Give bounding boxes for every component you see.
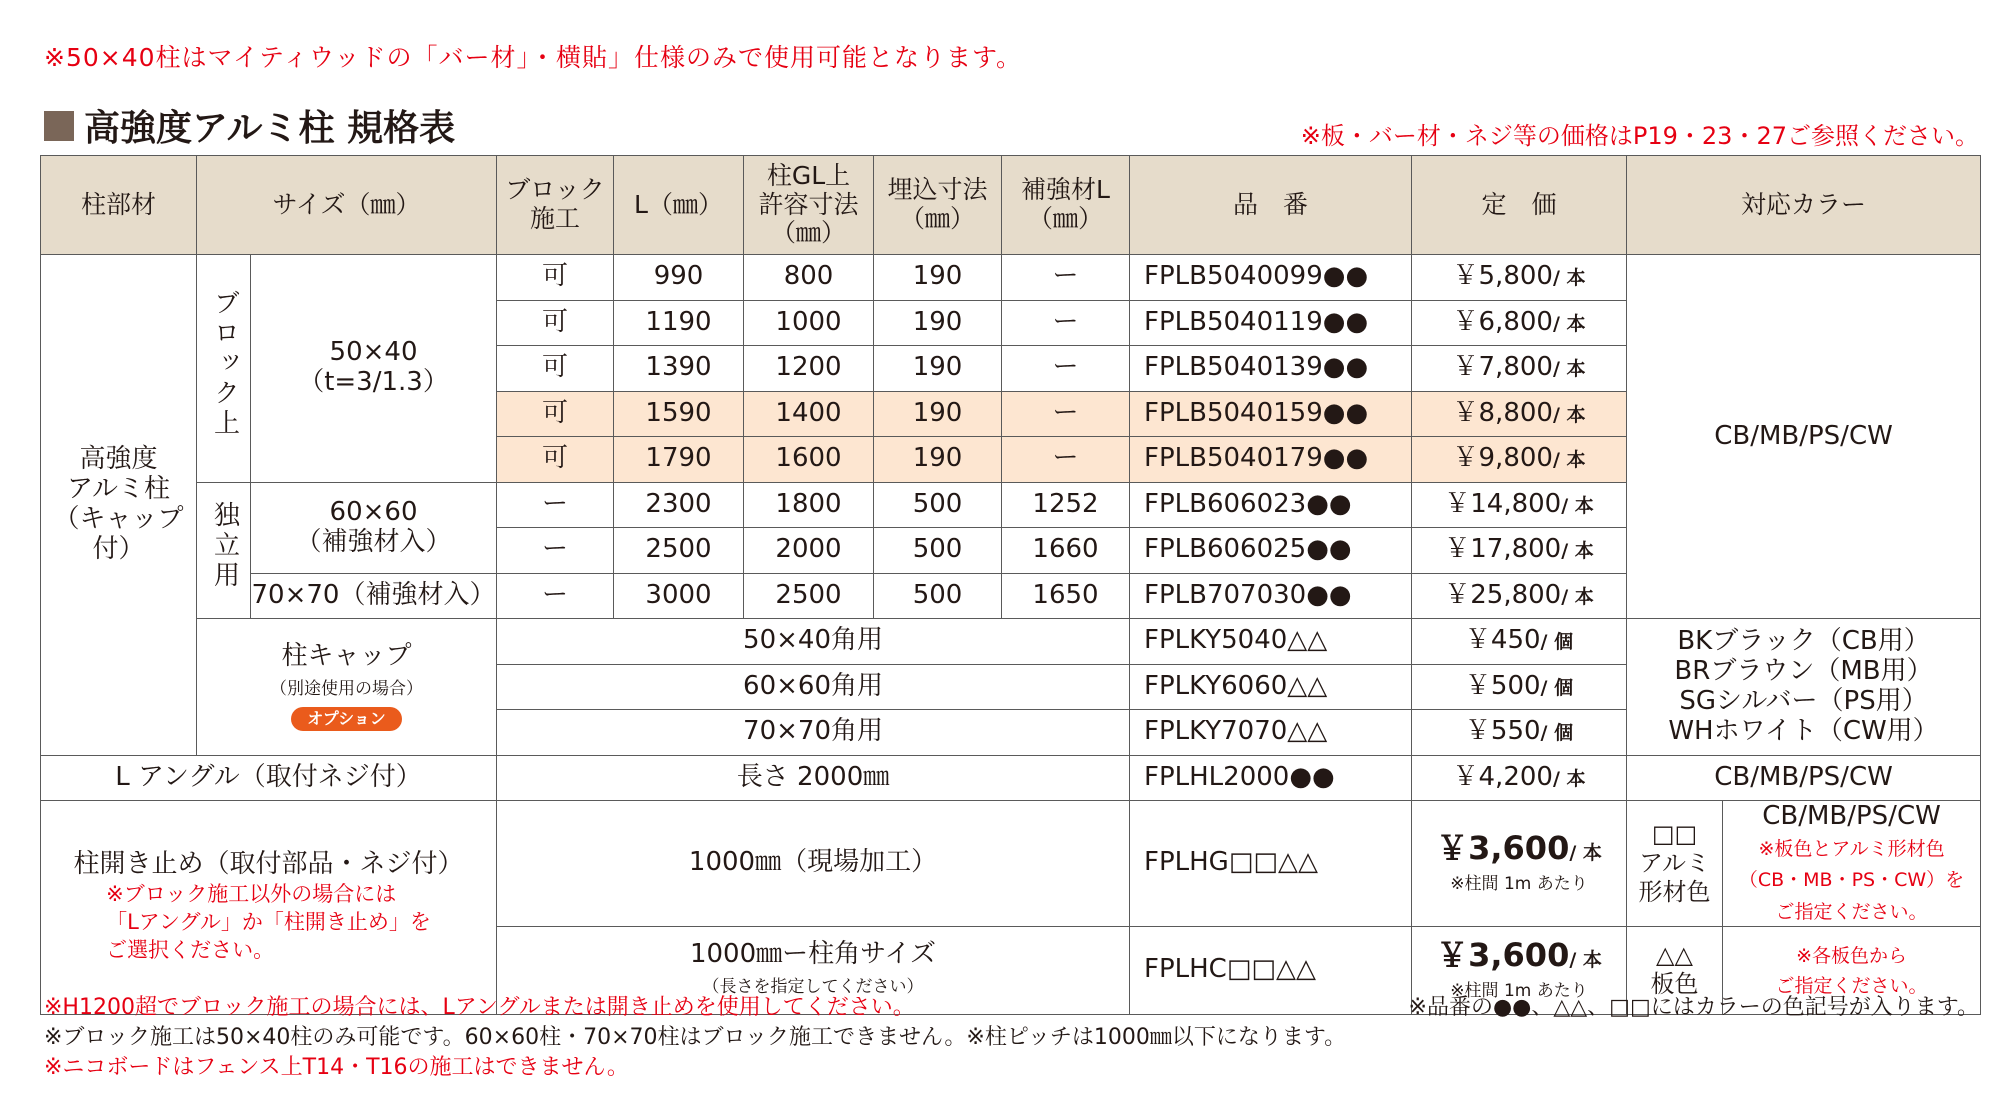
cell-gl: 1800	[744, 482, 874, 528]
header-row	[41, 156, 1981, 255]
angle-label: L アングル（取付ネジ付）	[41, 755, 497, 801]
cell-reinforce: ー	[1002, 391, 1130, 437]
cell-embed: 190	[874, 391, 1002, 437]
footer-note-2: ※ブロック施工は50×40柱のみ可能です。60×60柱・70×70柱はブロック施工できません。※柱ピッチは1000㎜以下になります。	[44, 1025, 1347, 1050]
stopper-price-cell: ￥3,600/ 本 ※柱間 1m あたり	[1412, 926, 1627, 1014]
header-color: 対応カラー	[1627, 156, 1981, 255]
cap-price: ￥450/ 個	[1412, 619, 1627, 665]
cap-size: 60×60角用	[497, 664, 1130, 710]
cell-price: ￥6,800/ 本	[1412, 300, 1627, 346]
cell-reinforce: ー	[1002, 300, 1130, 346]
cell-length: 1390	[614, 346, 744, 392]
stopper-size: 1000㎜ー柱角サイズ （長さを指定してください）	[497, 926, 1130, 1014]
cell-price: ￥25,800/ 本	[1412, 573, 1627, 619]
size-6060: 60×60 （補強材入）	[251, 482, 497, 573]
angle-price: ￥4,200/ 本	[1412, 755, 1627, 801]
cell-part-number: FPLB5040159●●	[1130, 391, 1412, 437]
cell-price: ￥14,800/ 本	[1412, 482, 1627, 528]
cell-block: 可	[497, 346, 614, 392]
cell-part-number: FPLB5040139●●	[1130, 346, 1412, 392]
header-gl: 柱GL上 許容寸法 （㎜）	[744, 156, 874, 255]
header-price: 定 価	[1412, 156, 1627, 255]
cell-part-number: FPLB707030●●	[1130, 573, 1412, 619]
cell-gl: 1600	[744, 437, 874, 483]
cell-part-number: FPLB5040119●●	[1130, 300, 1412, 346]
panel-color-info: ※各板色から ご指定ください。	[1723, 926, 1981, 1014]
cell-block: 可	[497, 391, 614, 437]
cell-part-number: FPLB606023●●	[1130, 482, 1412, 528]
cell-length: 1190	[614, 300, 744, 346]
cell-part-number: FPLB5040179●●	[1130, 437, 1412, 483]
stopper-label: 柱開き止め（取付部品・ネジ付） ※ブロック施工以外の場合には 「Lアングル」か「柱開き止め」を ご選択ください。	[41, 801, 497, 1015]
cell-gl: 1200	[744, 346, 874, 392]
cap-part-number: FPLKY6060△△	[1130, 664, 1412, 710]
cell-length: 2500	[614, 528, 744, 574]
option-badge: オプション	[291, 707, 402, 731]
symbol-panel-color: △△ 板色	[1627, 926, 1723, 1014]
cell-gl: 2000	[744, 528, 874, 574]
title-square-icon	[44, 111, 74, 141]
cell-price: ￥8,800/ 本	[1412, 391, 1627, 437]
stopper-part-number: FPLHC□□△△	[1130, 926, 1412, 1014]
cap-price: ￥550/ 個	[1412, 710, 1627, 756]
cap-size: 70×70角用	[497, 710, 1130, 756]
cap-price: ￥500/ 個	[1412, 664, 1627, 710]
header-length: L（㎜）	[614, 156, 744, 255]
cell-reinforce: ー	[1002, 346, 1130, 392]
reference-note: ※板・バー材・ネジ等の価格はP19・23・27ご参照ください。	[1300, 122, 1979, 150]
cell-embed: 500	[874, 573, 1002, 619]
cell-price: ￥5,800/ 本	[1412, 255, 1627, 301]
cell-price: ￥7,800/ 本	[1412, 346, 1627, 392]
angle-row	[41, 755, 1981, 801]
cap-part-number: FPLKY5040△△	[1130, 619, 1412, 665]
cell-price: ￥17,800/ 本	[1412, 528, 1627, 574]
header-part-number: 品 番	[1130, 156, 1412, 255]
cell-reinforce: ー	[1002, 437, 1130, 483]
table-row	[41, 255, 1981, 301]
header-reinforce: 補強材L （㎜）	[1002, 156, 1130, 255]
cell-block: ー	[497, 482, 614, 528]
stopper-note: ※ブロック施工以外の場合には 「Lアングル」か「柱開き止め」を ご選択ください。	[106, 881, 431, 963]
cap-colors: BKブラック（CB用） BRブラウン（MB用） SGシルバー（PS用） WHホワイト（CW用）	[1627, 619, 1981, 756]
standalone-label: 独立用	[197, 482, 251, 619]
spec-table	[40, 155, 1981, 1015]
cap-part-number: FPLKY7070△△	[1130, 710, 1412, 756]
header-material: 柱部材	[41, 156, 197, 255]
title-block	[44, 100, 455, 151]
stopper-size: 1000㎜（現場加工）	[497, 801, 1130, 927]
cell-part-number: FPLB606025●●	[1130, 528, 1412, 574]
size-7070: 70×70（補強材入）	[251, 573, 497, 619]
cell-gl: 1000	[744, 300, 874, 346]
cell-part-number: FPLB5040099●●	[1130, 255, 1412, 301]
header-block: ブロック 施工	[497, 156, 614, 255]
cell-block: ー	[497, 573, 614, 619]
angle-colors: CB/MB/PS/CW	[1627, 755, 1981, 801]
cell-block: 可	[497, 437, 614, 483]
cell-price: ￥9,800/ 本	[1412, 437, 1627, 483]
cap-label: 柱キャップ （別途使用の場合） オプション	[197, 619, 497, 756]
stopper-part-number: FPLHG□□△△	[1130, 801, 1412, 927]
cell-embed: 500	[874, 528, 1002, 574]
cell-embed: 190	[874, 437, 1002, 483]
cell-embed: 190	[874, 300, 1002, 346]
cell-length: 1790	[614, 437, 744, 483]
angle-size: 長さ 2000㎜	[497, 755, 1130, 801]
cell-gl: 1400	[744, 391, 874, 437]
group-main-label: 高強度 アルミ柱 （キャップ付）	[41, 255, 197, 756]
header-embed: 埋込寸法 （㎜）	[874, 156, 1002, 255]
cell-length: 1590	[614, 391, 744, 437]
angle-part-number: FPLHL2000●●	[1130, 755, 1412, 801]
cap-row	[41, 619, 1981, 665]
cell-embed: 500	[874, 482, 1002, 528]
footer-note-3: ※ニコボードはフェンス上T14・T16の施工はできません。	[44, 1055, 629, 1080]
cell-gl: 2500	[744, 573, 874, 619]
cell-block: 可	[497, 300, 614, 346]
cap-size: 50×40角用	[497, 619, 1130, 665]
cell-block: ー	[497, 528, 614, 574]
cell-embed: 190	[874, 346, 1002, 392]
footer-note-right: ※品番の●●、△△、□□にはカラーの色記号が入ります。	[1408, 995, 1979, 1020]
stopper-row	[41, 801, 1981, 927]
cell-reinforce: 1650	[1002, 573, 1130, 619]
cell-length: 2300	[614, 482, 744, 528]
cell-reinforce: ー	[1002, 255, 1130, 301]
symbol-frame-color: □□ アルミ 形材色	[1627, 801, 1723, 927]
frame-color-info: CB/MB/PS/CW ※板色とアルミ形材色 （CB・MB・PS・CW）を ご指定ください。	[1723, 801, 1981, 927]
page-title: 高強度アルミ柱 規格表	[84, 108, 456, 149]
stopper-price-cell: ￥3,600/ 本 ※柱間 1m あたり	[1412, 801, 1627, 927]
cell-length: 990	[614, 255, 744, 301]
cell-gl: 800	[744, 255, 874, 301]
cell-reinforce: 1660	[1002, 528, 1130, 574]
main-colors: CB/MB/PS/CW	[1627, 255, 1981, 619]
header-size: サイズ（㎜）	[197, 156, 497, 255]
cell-block: 可	[497, 255, 614, 301]
cell-embed: 190	[874, 255, 1002, 301]
cell-reinforce: 1252	[1002, 482, 1130, 528]
top-note: ※50×40柱はマイティウッドの「バー材」・横貼」仕様のみで使用可能となります。	[44, 43, 1023, 72]
footer-note-1: ※H1200超でブロック施工の場合には、Lアングルまたは開き止めを使用してください。	[44, 995, 915, 1020]
cell-length: 3000	[614, 573, 744, 619]
size-5040: 50×40 （t=3/1.3）	[251, 255, 497, 483]
block-top-label: ブロック上	[197, 255, 251, 483]
